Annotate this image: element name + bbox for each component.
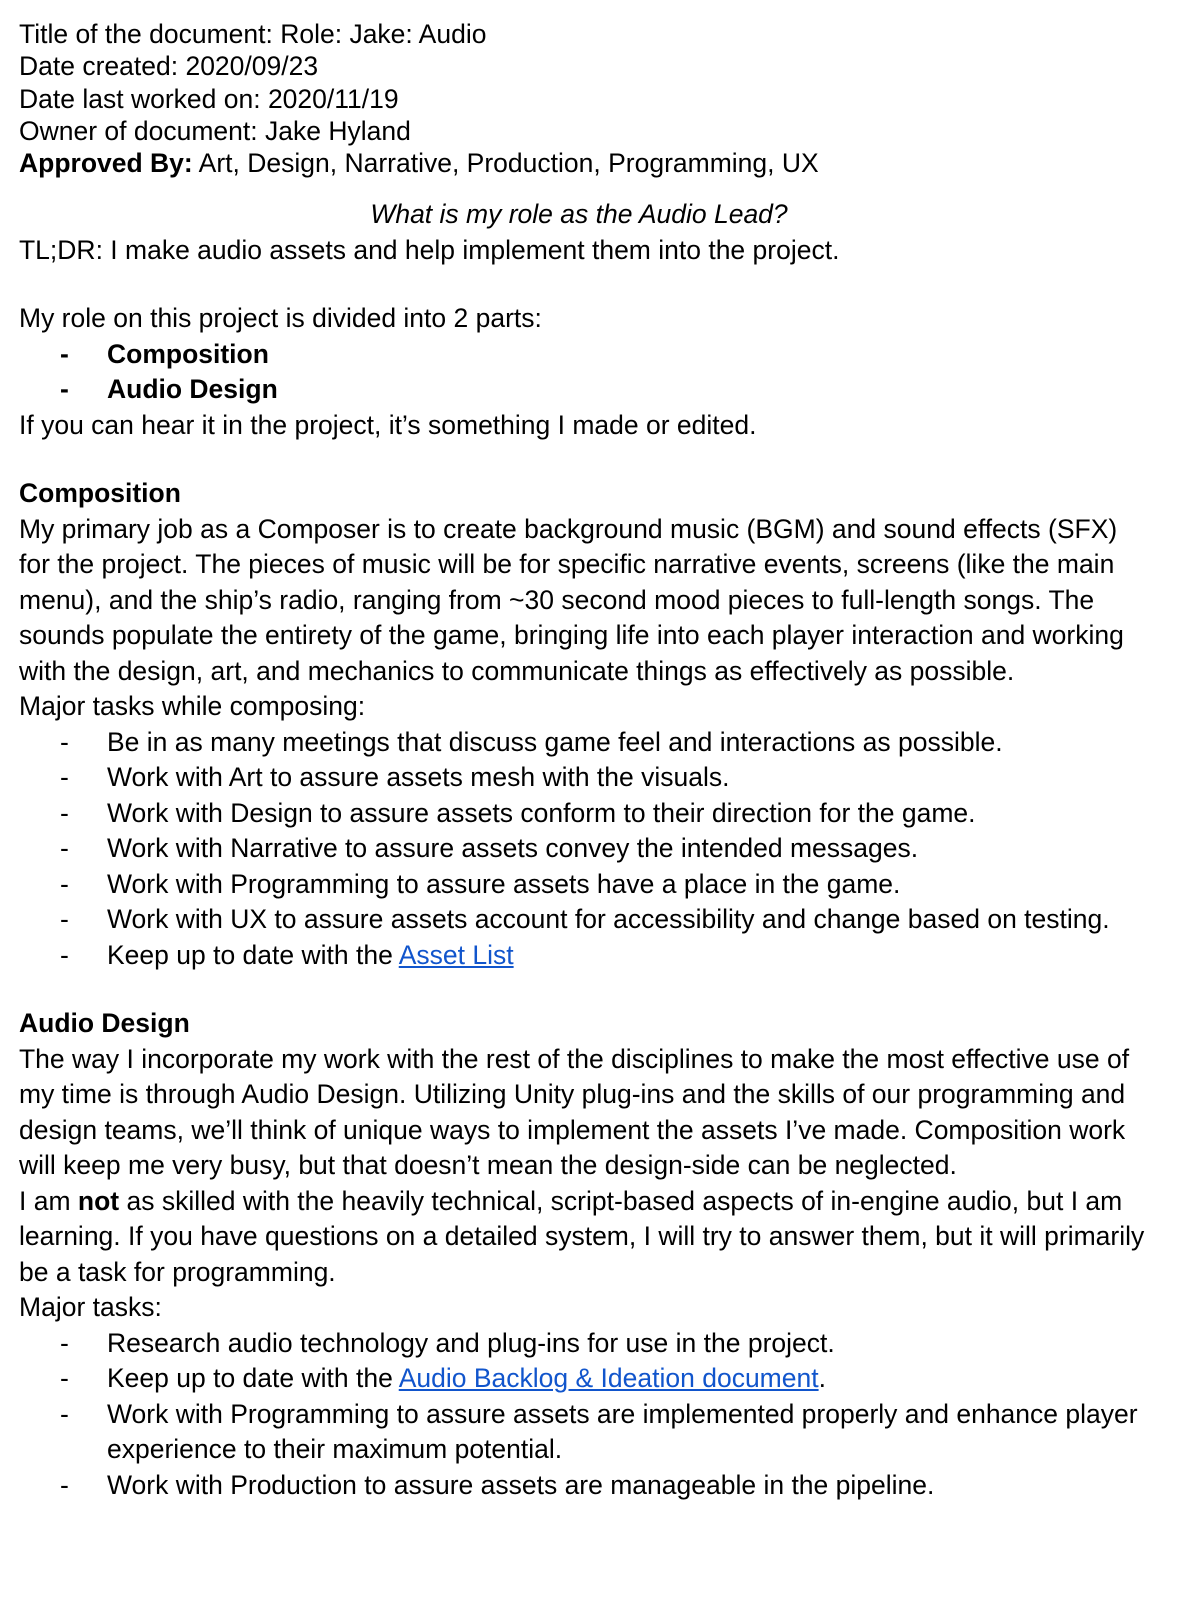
meta-approved <box>19 147 1179 179</box>
list-item <box>19 372 1179 408</box>
list-item <box>19 1397 1179 1468</box>
tldr-text: TL;DR: I make audio assets and help implement them into the project. <box>19 234 840 265</box>
dash-bullet: - <box>60 833 69 864</box>
list-item-text: Work with Production to assure assets are manageable in the pipeline. <box>107 1469 935 1500</box>
skill-prefix: I am <box>19 1185 78 1216</box>
spacer <box>19 973 1179 1006</box>
composition-line: for the project. The pieces of music will be for specific narrative events, screens (like the main <box>19 549 1115 580</box>
meta-title-label: Title of the document: <box>19 19 281 49</box>
role-divided-text: My role on this project is divided into 2 parts: <box>19 303 542 334</box>
list-item <box>19 902 1179 938</box>
meta-owner-value: Jake Hyland <box>264 115 411 146</box>
list-item <box>19 796 1179 832</box>
list-item-text: Research audio technology and plug-ins for use in the project. <box>107 1327 835 1358</box>
meta-last-worked <box>19 83 1179 115</box>
composition-tasks-list <box>19 725 1179 974</box>
list-item-text: Work with Programming to assure assets have a place in the game. <box>107 868 901 899</box>
spacer <box>19 179 1179 197</box>
meta-created-label: Date created: <box>19 51 186 82</box>
meta-last-worked-value: 2020/11/19 <box>267 83 399 114</box>
audio-design-title: Audio Design <box>19 1008 190 1039</box>
skill-line: be a task for programming. <box>19 1256 336 1287</box>
list-item <box>19 1326 1179 1362</box>
heading-text: What is my role as the Audio Lead? <box>370 199 788 230</box>
hear-text: If you can hear it in the project, it’s something I made or edited. <box>19 409 757 440</box>
audio-design-tasks-list <box>19 1326 1179 1504</box>
list-item-text: Work with UX to assure assets account for accessibility and change based on testing. <box>107 904 1110 935</box>
list-item-text: Work with Design to assure assets conform to their direction for the game. <box>107 797 976 828</box>
spacer <box>19 268 1179 301</box>
dash-bullet: - <box>60 1469 69 1500</box>
composition-title: Composition <box>19 478 181 509</box>
audio-backlog-link[interactable]: Audio Backlog & Ideation document <box>398 1363 819 1394</box>
audio-design-line: design teams, we’ll think of unique ways to implement the assets I’ve made. Composition work <box>19 1114 1126 1145</box>
dash-bullet: - <box>60 1398 69 1429</box>
meta-title <box>19 18 1179 50</box>
dash-bullet: - <box>60 868 69 899</box>
dash-bullet: - <box>60 939 69 970</box>
list-item-text: Be in as many meetings that discuss game feel and interactions as possible. <box>107 726 1003 757</box>
skill-line <box>19 1184 1179 1220</box>
composition-line: with the design, art, and mechanics to communicate things as effectively as possible. <box>19 655 1015 686</box>
audio-design-line: my time is through Audio Design. Utilizing Unity plug-ins and the skills of our programming and <box>19 1079 1126 1110</box>
audio-design-line: will keep me very busy, but that doesn’t mean the design-side can be neglected. <box>19 1150 957 1181</box>
dash-bullet: - <box>60 904 69 935</box>
meta-created-value: 2020/09/23 <box>185 51 319 82</box>
list-item-text: Keep up to date with the <box>107 1363 399 1394</box>
composition-tasks-label: Major tasks while composing: <box>19 691 366 722</box>
list-item-text: Work with Art to assure assets mesh with the visuals. <box>107 762 730 793</box>
dash-bullet: - <box>60 374 69 405</box>
list-item-text: experience to their maximum potential. <box>107 1434 563 1465</box>
list-item-text: Keep up to date with the <box>107 939 399 970</box>
composition-line: sounds populate the entirety of the game, bringing life into each player interaction and working <box>19 620 1124 651</box>
meta-created <box>19 50 1179 82</box>
list-item-text: Audio Design <box>107 374 278 405</box>
list-item <box>19 938 1179 974</box>
skill-line: learning. If you have questions on a detailed system, I will try to answer them, but it will primarily <box>19 1221 1145 1252</box>
asset-list-link[interactable]: Asset List <box>398 939 514 970</box>
meta-approved-value: Art, Design, Narrative, Production, Programming, UX <box>192 148 819 179</box>
meta-approved-label: Approved By: <box>19 148 193 179</box>
list-item <box>19 760 1179 796</box>
document-page <box>19 18 1179 1503</box>
list-item-text: Work with Narrative to assure assets convey the intended messages. <box>107 833 919 864</box>
list-item <box>19 1361 1179 1397</box>
list-item <box>19 1468 1179 1504</box>
dash-bullet: - <box>60 762 69 793</box>
list-item-text: Composition <box>107 338 269 369</box>
dash-bullet: - <box>60 797 69 828</box>
spacer <box>19 443 1179 476</box>
list-item <box>19 867 1179 903</box>
composition-line: menu), and the ship’s radio, ranging from ~30 second mood pieces to full-length songs. The <box>19 584 1095 615</box>
audio-design-line: The way I incorporate my work with the rest of the disciplines to make the most effective use of <box>19 1043 1130 1074</box>
meta-owner-label: Owner of document: <box>19 115 265 146</box>
meta-title-value: Role: Jake: Audio <box>280 19 487 49</box>
dash-bullet: - <box>60 1363 69 1394</box>
list-item-text: Work with Programming to assure assets are implemented properly and enhance player <box>107 1398 1138 1429</box>
dash-bullet: - <box>60 338 69 369</box>
list-item <box>19 725 1179 761</box>
composition-line: My primary job as a Composer is to create background music (BGM) and sound effects (SFX) <box>19 513 1118 544</box>
skill-emphasis: not <box>77 1185 120 1216</box>
list-item-suffix: . <box>818 1363 826 1394</box>
section-heading <box>19 197 1179 233</box>
dash-bullet: - <box>60 726 69 757</box>
document-metadata <box>19 18 1179 179</box>
dash-bullet: - <box>60 1327 69 1358</box>
list-item <box>19 337 1179 373</box>
meta-owner <box>19 115 1179 147</box>
meta-last-worked-label: Date last worked on: <box>19 83 268 114</box>
role-parts-list <box>19 337 1179 408</box>
list-item <box>19 831 1179 867</box>
skill-suffix: as skilled with the heavily technical, script-based aspects of in-engine audio, but I am <box>119 1185 1123 1216</box>
audio-design-tasks-label: Major tasks: <box>19 1292 162 1323</box>
